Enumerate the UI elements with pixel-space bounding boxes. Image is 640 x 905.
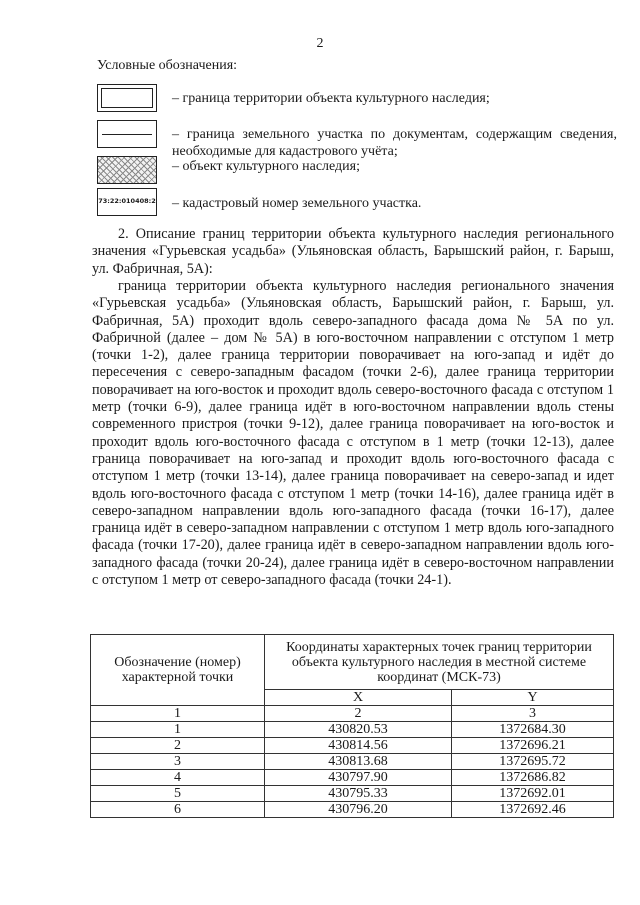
single-line-rectangle-icon: [97, 120, 157, 148]
table-cell: 1: [91, 722, 265, 738]
table-cell: 1372696.21: [452, 738, 614, 754]
table-cell: 3: [91, 754, 265, 770]
table-row: [91, 738, 614, 754]
table-cell: 5: [91, 786, 265, 802]
table-number-row: [91, 706, 614, 722]
header-point: Обозначение (номер) характерной точки: [91, 635, 265, 706]
table-cell: 430795.33: [265, 786, 452, 802]
section-heading: 2. Описание границ территории объекта культурного наследия регионального значения «Гурьевская усадьба» (Ульяновская область, Барышский район, г. Барыш, ул. Фабричная, 5А):: [92, 226, 614, 277]
legend-title: Условные обозначения:: [97, 58, 238, 73]
table-row: [91, 770, 614, 786]
table-cell: 3: [452, 706, 614, 722]
table-cell: 6: [91, 802, 265, 818]
double-border-rectangle-icon: [97, 84, 157, 112]
table-cell: 1372692.46: [452, 802, 614, 818]
table-cell: 2: [91, 738, 265, 754]
header-y: Y: [452, 690, 614, 706]
table-header-row: [91, 635, 614, 690]
table-cell: 1372692.01: [452, 786, 614, 802]
cadastral-number-label-icon: 73:22:010408:2: [97, 188, 157, 216]
table-row: [91, 754, 614, 770]
table-cell: 430820.53: [265, 722, 452, 738]
table-cell: 1: [91, 706, 265, 722]
hatched-rectangle-icon: [97, 156, 157, 184]
table-row: [91, 802, 614, 818]
table-row: [91, 722, 614, 738]
legend-item-text: – кадастровый номер земельного участка.: [172, 196, 422, 211]
legend-item-text: – объект культурного наследия;: [172, 159, 360, 174]
table-cell: 2: [265, 706, 452, 722]
table-row: [91, 786, 614, 802]
table-cell: 4: [91, 770, 265, 786]
legend-item-text: – граница территории объекта культурного наследия;: [172, 91, 490, 106]
table-cell: 1372684.30: [452, 722, 614, 738]
table-cell: 1372686.82: [452, 770, 614, 786]
table-cell: 430796.20: [265, 802, 452, 818]
header-x: X: [265, 690, 452, 706]
coordinates-table: [90, 634, 614, 818]
table-cell: 430797.90: [265, 770, 452, 786]
page-number: 2: [316, 36, 324, 51]
table-cell: 430814.56: [265, 738, 452, 754]
section-body: граница территории объекта культурного наследия регионального значения «Гурьевская усадьба» (Ульяновская область, Барышский район, г. Барыш, ул. Фабричная, 5А) проходит вдоль северо-западного фасада дома № 5А по ул. Фабричной (далее – дом № 5А) в юго-восточном направлении с отступом 1 метр (точки 1-2), далее граница территории поворачивает на юго-запад и идёт до пересечения с северо-западным фасадом (точки 2-6), далее граница территории поворачивает на юго-восток и проходит вдоль северо-восточного фасада с отступом 1 метр (точки 6-9), далее граница идёт в юго-восточном направлении вдоль стены современного пристроя (точки 9-12), далее граница поворачивает на юго-восток и проходит вдоль юго-восточного фасада с отступом в 1 метр (точки 12-13), далее граница поворачивает на юго-запад и проходит вдоль юго-восточного фасада с отступом 1 метр (точки 13-14), далее граница поворачивает на северо-запад и идет вдоль юго-восточного фасада с отступом 1 метр (точки 14-16), далее граница идёт в северо-западном направлении вдоль юго-западного фасада (точки 16-17), далее граница идёт в северо-западном направлении с отступом 1 метр вдоль юго-западного фасада (точки 17-20), далее граница идёт в северо-западном направлении вдоль юго-западного фасада (точки 20-24), далее граница идёт в северо-восточном направлении с отступом 1 метр от северо-западного фасада (точки 24-1).: [92, 278, 614, 589]
header-coords: Координаты характерных точек границ территории объекта культурного наследия в местной системе координат (МСК-73): [265, 635, 614, 690]
table-cell: 1372695.72: [452, 754, 614, 770]
legend-item-text: – граница земельного участка по документам, содержащим сведения, необходимые для кадастрового учёта;: [172, 127, 617, 159]
table-cell: 430813.68: [265, 754, 452, 770]
